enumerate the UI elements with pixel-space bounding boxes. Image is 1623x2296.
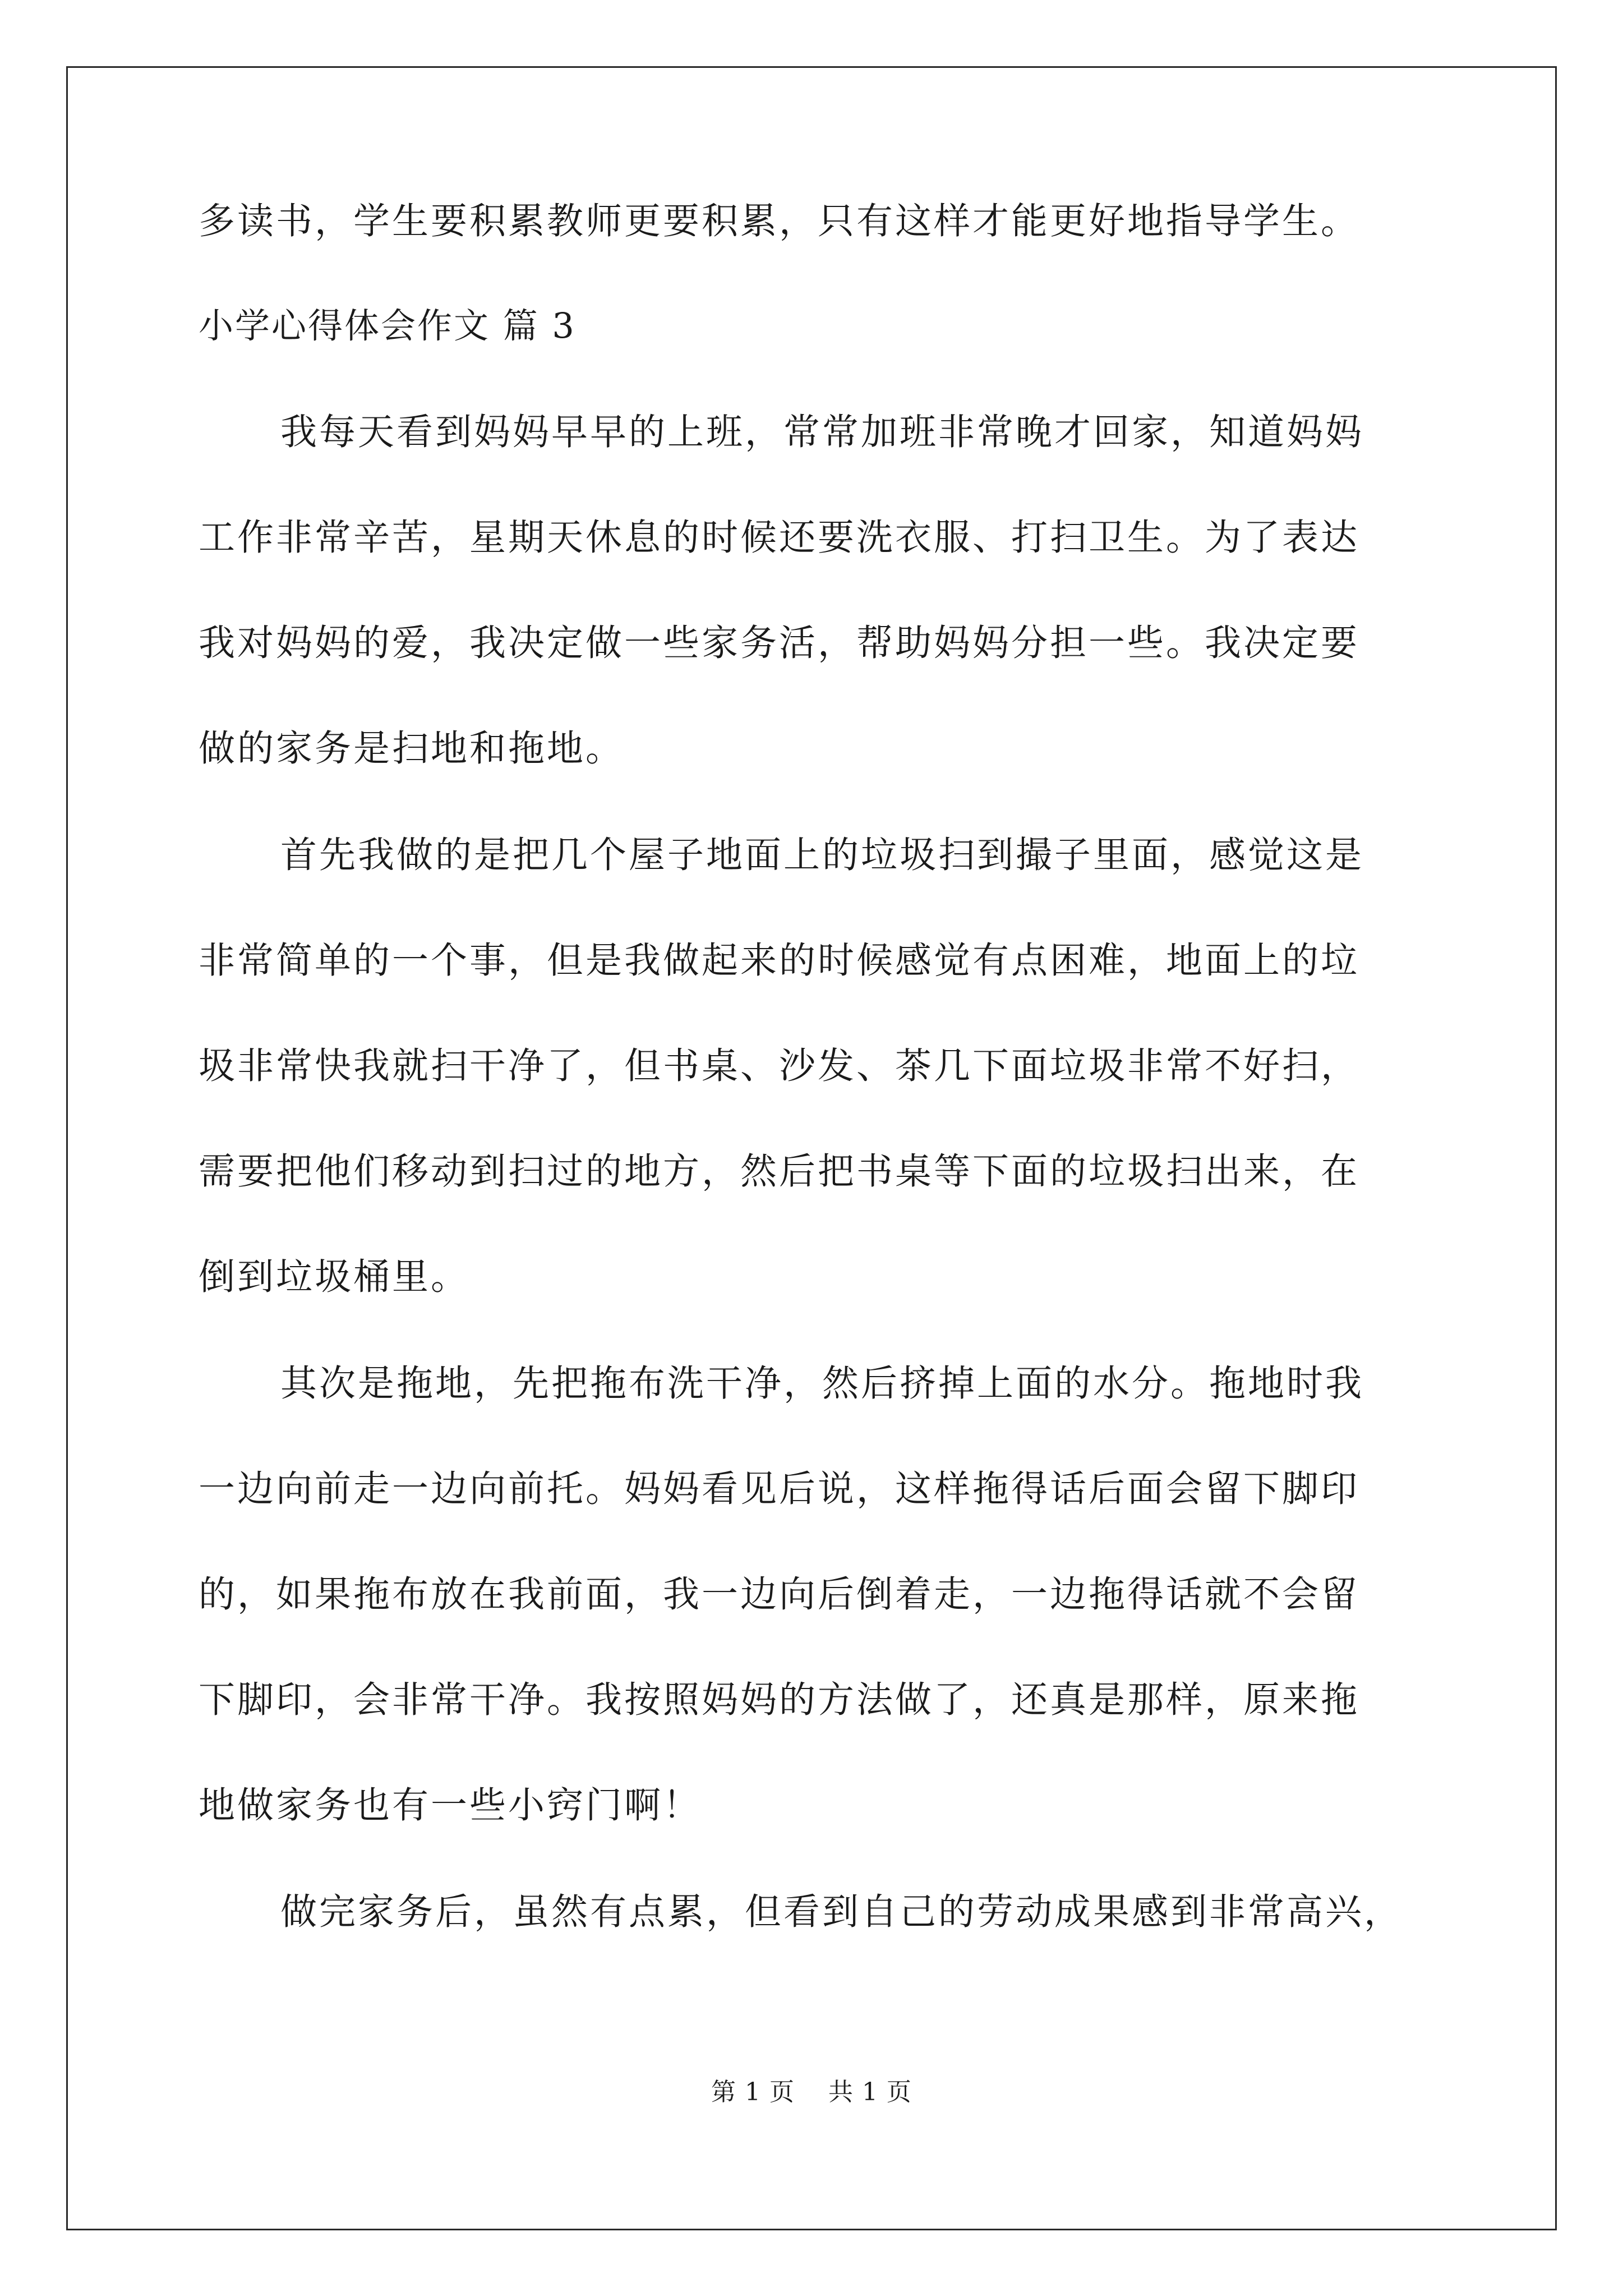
paragraph-line: 非常简单的一个事，但是我做起来的时候感觉有点困难，地面上的垃 <box>199 940 1360 982</box>
paragraph-line: 多读书，学生要积累教师更要积累，只有这样才能更好地指导学生。 <box>199 200 1360 242</box>
paragraph-line: 其次是拖地，先把拖布洗干净，然后挤掉上面的水分。拖地时我 <box>280 1363 1364 1405</box>
page-number-label: 第 1 页 共 1 页 <box>711 2078 912 2106</box>
paragraph-line: 做的家务是扫地和拖地。 <box>199 728 625 770</box>
paragraph-line: 我每天看到妈妈早早的上班，常常加班非常晚才回家，知道妈妈 <box>280 411 1364 453</box>
paragraph-line: 圾非常快我就扫干净了，但书桌、沙发、茶几下面垃圾非常不好扫， <box>199 1045 1360 1087</box>
paragraph-line: 我对妈妈的爱，我决定做一些家务活，帮助妈妈分担一些。我决定要 <box>199 622 1360 664</box>
paragraph-line: 首先我做的是把几个屋子地面上的垃圾扫到撮子里面，感觉这是 <box>280 834 1364 876</box>
paragraph-line: 一边向前走一边向前托。妈妈看见后说，这样拖得话后面会留下脚印 <box>199 1468 1360 1510</box>
paragraph-line: 地做家务也有一些小窍门啊！ <box>199 1784 702 1826</box>
page-footer <box>0 2077 1623 2108</box>
paragraph-line: 的，如果拖布放在我前面，我一边向后倒着走，一边拖得话就不会留 <box>199 1573 1360 1616</box>
section-heading: 小学心得体会作文 篇 3 <box>199 305 576 346</box>
paragraph-line: 做完家务后，虽然有点累，但看到自己的劳动成果感到非常高兴， <box>280 1891 1403 1933</box>
paragraph-line: 工作非常辛苦，星期天休息的时候还要洗衣服、打扫卫生。为了表达 <box>199 517 1360 559</box>
paragraph-line: 需要把他们移动到扫过的地方，然后把书桌等下面的垃圾扫出来，在 <box>199 1151 1360 1193</box>
paragraph-line: 下脚印，会非常干净。我按照妈妈的方法做了，还真是那样，原来拖 <box>199 1679 1360 1721</box>
paragraph-line: 倒到垃圾桶里。 <box>199 1256 470 1298</box>
